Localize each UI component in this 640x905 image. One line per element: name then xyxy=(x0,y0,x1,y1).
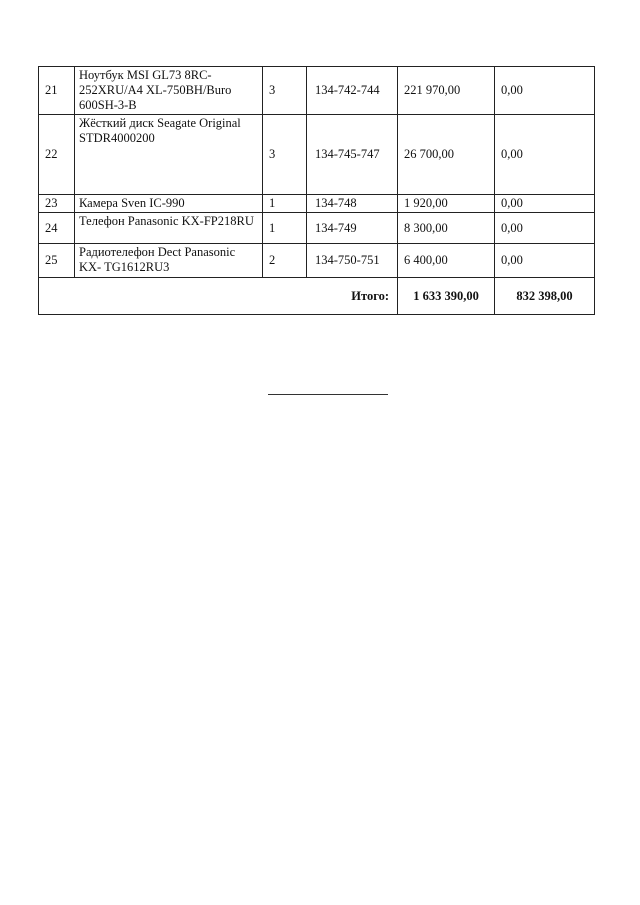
item-residual-value: 0,00 xyxy=(495,195,595,213)
item-quantity: 3 xyxy=(263,67,307,115)
total-label: Итого: xyxy=(39,278,398,315)
item-residual-value: 0,00 xyxy=(495,115,595,195)
item-residual-value: 0,00 xyxy=(495,213,595,244)
item-name: Ноутбук MSI GL73 8RC-252XRU/A4 XL-750BH/Buro 600SH-3-B xyxy=(75,67,263,115)
item-quantity: 1 xyxy=(263,213,307,244)
item-cost: 26 700,00 xyxy=(398,115,495,195)
row-number: 21 xyxy=(39,67,75,115)
table-row xyxy=(39,244,595,278)
inventory-number: 134-748 xyxy=(307,195,398,213)
item-cost: 221 970,00 xyxy=(398,67,495,115)
total-residual-value: 832 398,00 xyxy=(495,278,595,315)
inventory-number: 134-749 xyxy=(307,213,398,244)
row-number: 22 xyxy=(39,115,75,195)
table-row xyxy=(39,213,595,244)
table-row xyxy=(39,115,595,195)
item-residual-value: 0,00 xyxy=(495,244,595,278)
item-quantity: 3 xyxy=(263,115,307,195)
item-name: Жёсткий диск Seagate Original STDR4000200 xyxy=(75,115,263,195)
inventory-number: 134-745-747 xyxy=(307,115,398,195)
inventory-number: 134-742-744 xyxy=(307,67,398,115)
row-number: 25 xyxy=(39,244,75,278)
item-name: Телефон Panasonic KX-FP218RU xyxy=(75,213,263,244)
item-cost: 8 300,00 xyxy=(398,213,495,244)
item-cost: 6 400,00 xyxy=(398,244,495,278)
item-residual-value: 0,00 xyxy=(495,67,595,115)
table-row xyxy=(39,195,595,213)
item-cost: 1 920,00 xyxy=(398,195,495,213)
total-row xyxy=(39,278,595,315)
item-name: Радиотелефон Dect Panasonic KX- TG1612RU3 xyxy=(75,244,263,278)
row-number: 24 xyxy=(39,213,75,244)
row-number: 23 xyxy=(39,195,75,213)
inventory-table xyxy=(38,66,595,315)
item-name: Камера Sven IC-990 xyxy=(75,195,263,213)
total-cost: 1 633 390,00 xyxy=(398,278,495,315)
table-row xyxy=(39,67,595,115)
item-quantity: 2 xyxy=(263,244,307,278)
item-quantity: 1 xyxy=(263,195,307,213)
inventory-number: 134-750-751 xyxy=(307,244,398,278)
separator-line xyxy=(268,394,388,395)
